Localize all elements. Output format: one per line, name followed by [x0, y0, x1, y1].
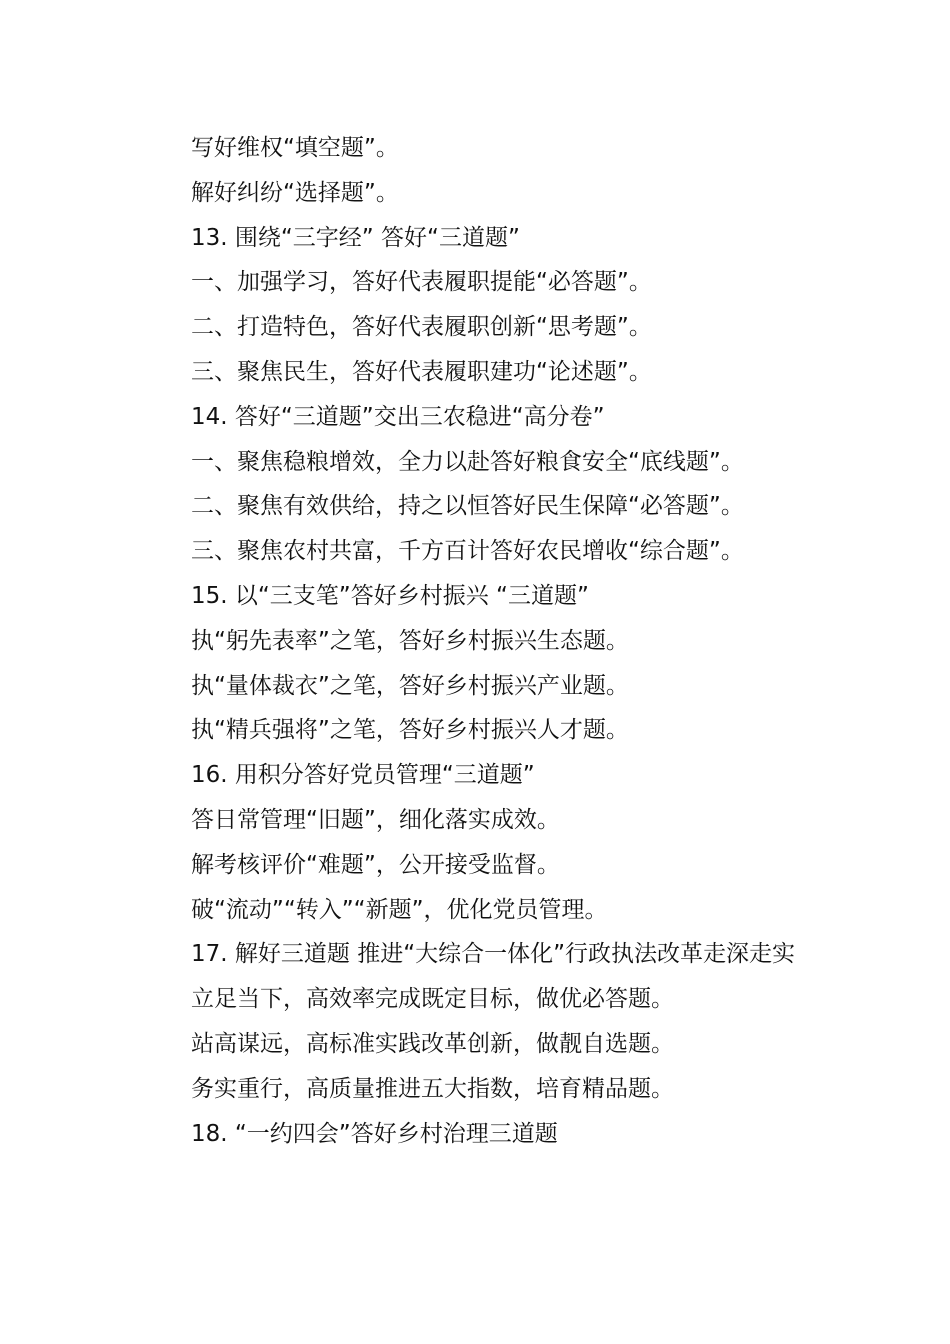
- paragraph-line: 执“量体裁衣”之笔，答好乡村振兴产业题。: [191, 672, 629, 699]
- paragraph-line: 解考核评价“难题”，公开接受监督。: [191, 851, 560, 878]
- paragraph-line: 答日常管理“旧题”，细化落实成效。: [191, 806, 560, 833]
- paragraph-line: 站高谋远，高标准实践改革创新，做靓自选题。: [191, 1030, 674, 1057]
- paragraph-line: 执“躬先表率”之笔，答好乡村振兴生态题。: [191, 627, 629, 654]
- paragraph-line: 执“精兵强将”之笔，答好乡村振兴人才题。: [191, 717, 629, 744]
- paragraph-line: 二、聚焦有效供给，持之以恒答好民生保障“必答题”。: [191, 493, 744, 520]
- paragraph-line: 写好维权“填空题”。: [191, 135, 399, 161]
- section-heading-15: 15. 以“三支笔”答好乡村振兴 “三道题”: [191, 582, 589, 609]
- paragraph-line: 三、聚焦民生，答好代表履职建功“论述题”。: [191, 358, 652, 385]
- section-heading-18: 18. “一约四会”答好乡村治理三道题: [191, 1120, 558, 1147]
- paragraph-line: 三、聚焦农村共富，千方百计答好农民增收“综合题”。: [191, 538, 744, 565]
- paragraph-line: 破“流动”“转入”“新题”，优化党员管理。: [191, 896, 608, 923]
- paragraph-line: 二、打造特色，答好代表履职创新“思考题”。: [191, 314, 652, 341]
- section-heading-13: 13. 围绕“三字经” 答好“三道题”: [191, 224, 520, 251]
- section-heading-16: 16. 用积分答好党员管理“三道题”: [191, 762, 535, 789]
- document-body: [145, 126, 825, 1156]
- section-heading-14: 14. 答好“三道题”交出三农稳进“高分卷”: [191, 403, 605, 430]
- paragraph-line: 解好纠纷“选择题”。: [191, 179, 399, 206]
- paragraph-line: 立足当下，高效率完成既定目标，做优必答题。: [191, 986, 674, 1013]
- section-heading-17: 17. 解好三道题 推进“大综合一体化”行政执法改革走深走实: [191, 941, 796, 968]
- paragraph-line: 一、加强学习，答好代表履职提能“必答题”。: [191, 269, 652, 296]
- paragraph-line: 一、聚焦稳粮增效，全力以赴答好粮食安全“底线题”。: [191, 448, 744, 475]
- paragraph-line: 务实重行，高质量推进五大指数，培育精品题。: [191, 1075, 674, 1102]
